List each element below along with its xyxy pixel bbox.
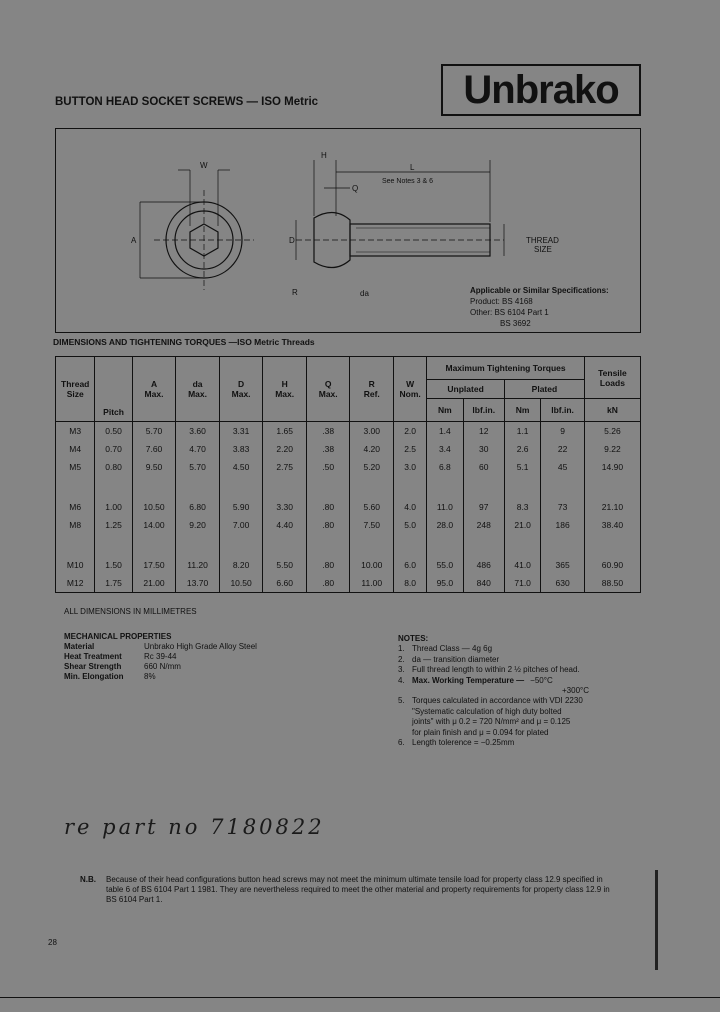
- header-r-label: R: [368, 379, 375, 389]
- table-cell: 73: [541, 498, 585, 516]
- header-w-sub: Nom.: [399, 389, 421, 399]
- label-q: Q: [352, 184, 359, 193]
- table-cell: 630: [541, 574, 585, 593]
- table-cell: 0.50: [95, 422, 132, 441]
- table-row: [56, 556, 641, 574]
- table-cell: 8.0: [394, 574, 427, 593]
- mech-elongation: [64, 672, 257, 682]
- notes-heading: NOTES:: [398, 634, 429, 643]
- note-6: [398, 738, 638, 748]
- spec-product-value: BS 4168: [502, 297, 533, 306]
- table-cell: 186: [541, 516, 585, 534]
- table-cell: 7.50: [350, 516, 394, 534]
- table-cell: 9.22: [584, 440, 640, 458]
- table-cell: 8.20: [219, 556, 263, 574]
- table-cell: 4.70: [176, 440, 220, 458]
- header-h-sub: Max.: [275, 389, 295, 399]
- note-4-high: +300°C: [562, 686, 589, 696]
- table-cell: 21.0: [504, 516, 540, 534]
- table-row: [56, 440, 641, 458]
- table-cell: M4: [56, 440, 95, 458]
- table-cell: 2.5: [394, 440, 427, 458]
- spec-product-label: Product:: [470, 297, 500, 306]
- table-row: [56, 574, 641, 593]
- table-cell: 97: [463, 498, 504, 516]
- table-cell: 11.00: [350, 574, 394, 593]
- table-cell: 71.0: [504, 574, 540, 593]
- header-q-sub: Max.: [318, 389, 338, 399]
- table-cell: 13.70: [176, 574, 220, 593]
- table-cell: 3.00: [350, 422, 394, 441]
- table-cell: 5.26: [584, 422, 640, 441]
- all-dimensions-note: ALL DIMENSIONS IN MILLIMETRES: [64, 607, 197, 616]
- table-cell: 2.20: [263, 440, 307, 458]
- note-number: 5.: [398, 696, 405, 706]
- header-r-sub: Ref.: [363, 389, 380, 399]
- table-cell: 2.0: [394, 422, 427, 441]
- table-cell: 22: [541, 440, 585, 458]
- header-d-sub: Max.: [231, 389, 251, 399]
- table-cell: M5: [56, 458, 95, 476]
- note-1: [398, 644, 638, 654]
- table-cell: .80: [306, 516, 350, 534]
- table-cell: 486: [463, 556, 504, 574]
- table-cell: 88.50: [584, 574, 640, 593]
- note-5: [398, 696, 638, 706]
- spec-other-value-1: BS 6104 Part 1: [494, 308, 549, 317]
- table-cell: 4.50: [219, 458, 263, 476]
- table-cell: 60.90: [584, 556, 640, 574]
- table-cell: 1.1: [504, 422, 540, 441]
- table-cell: 21.10: [584, 498, 640, 516]
- mech-material-value: Unbrako High Grade Alloy Steel: [144, 642, 257, 651]
- label-see-notes: See Notes 3 & 6: [382, 178, 433, 185]
- header-d: [219, 357, 263, 422]
- table-row: [56, 422, 641, 441]
- note-text: Full thread length to within 2 ½ pitches of head.: [412, 665, 580, 675]
- table-cell: 10.50: [219, 574, 263, 593]
- table-cell: 7.60: [132, 440, 176, 458]
- table-cell: 38.40: [584, 516, 640, 534]
- note-number: 1.: [398, 644, 405, 654]
- mech-heat-value: Rc 39-44: [144, 652, 177, 661]
- table-cell: .80: [306, 556, 350, 574]
- table-subheading: DIMENSIONS AND TIGHTENING TORQUES —ISO Metric Threads: [53, 337, 315, 347]
- label-w: W: [200, 161, 208, 170]
- header-da-label: da: [192, 379, 203, 389]
- header-unplated-lbf: lbf.in.: [463, 399, 504, 422]
- brand-logo: [441, 64, 641, 116]
- spec-heading: Applicable or Similar Specifications:: [470, 286, 609, 295]
- table-cell: 2.6: [504, 440, 540, 458]
- note-3: [398, 665, 638, 675]
- nb-footnote: [80, 875, 620, 905]
- table-cell: 1.50: [95, 556, 132, 574]
- table-cell: 9.50: [132, 458, 176, 476]
- table-cell: 5.60: [350, 498, 394, 516]
- page-title: BUTTON HEAD SOCKET SCREWS — ISO Metric: [55, 96, 319, 108]
- label-a: A: [131, 236, 137, 245]
- table-row-spacer: [56, 534, 641, 556]
- table-cell: 60: [463, 458, 504, 476]
- table-cell: M8: [56, 516, 95, 534]
- note-5-line-2: "Systematic calculation of high duty bolted: [412, 706, 562, 716]
- table-cell: 45: [541, 458, 585, 476]
- header-da: [176, 357, 220, 422]
- handwritten-part-number: re part no 7180822: [64, 815, 325, 839]
- table-cell: 12: [463, 422, 504, 441]
- note-number: 2.: [398, 654, 405, 664]
- header-h: [263, 357, 307, 422]
- table-cell: 1.65: [263, 422, 307, 441]
- table-cell: 3.60: [176, 422, 220, 441]
- header-a-sub: Max.: [144, 389, 164, 399]
- table-cell: 55.0: [427, 556, 463, 574]
- notes-block: [398, 634, 638, 748]
- margin-bar: [655, 870, 658, 970]
- header-r: [350, 357, 394, 422]
- note-text: Max. Working Temperature —: [412, 675, 525, 685]
- table-cell: M6: [56, 498, 95, 516]
- table-cell: 5.50: [263, 556, 307, 574]
- table-cell: M10: [56, 556, 95, 574]
- table-cell: .80: [306, 574, 350, 593]
- table-cell: 8.3: [504, 498, 540, 516]
- table-cell: 95.0: [427, 574, 463, 593]
- table-cell: 840: [463, 574, 504, 593]
- nb-label: N.B.: [80, 875, 96, 884]
- label-d: D: [289, 236, 295, 245]
- table-cell: 0.80: [95, 458, 132, 476]
- table-cell: 6.8: [427, 458, 463, 476]
- mech-shear: [64, 662, 257, 672]
- table-cell: 9: [541, 422, 585, 441]
- header-plated: Plated: [504, 380, 584, 399]
- label-l: L: [410, 163, 415, 172]
- header-plated-lbf: lbf.in.: [541, 399, 585, 422]
- table-cell: 11.0: [427, 498, 463, 516]
- header-unplated: Unplated: [427, 380, 505, 399]
- table-header-row-1: [56, 357, 641, 380]
- note-5-line-4: for plain finish and μ = 0.094 for plated: [412, 727, 549, 737]
- mech-heat: [64, 652, 257, 662]
- header-d-label: D: [238, 379, 245, 389]
- header-thread-size: Thread Size: [56, 357, 95, 422]
- mech-heading: MECHANICAL PROPERTIES: [64, 632, 172, 641]
- table-cell: 5.70: [176, 458, 220, 476]
- table-cell: 1.75: [95, 574, 132, 593]
- table-cell: 4.20: [350, 440, 394, 458]
- header-plated-nm: Nm: [504, 399, 540, 422]
- table-cell: 6.60: [263, 574, 307, 593]
- note-number: 6.: [398, 738, 405, 748]
- table-row: [56, 498, 641, 516]
- note-text: Length tolerence = −0.25mm: [412, 738, 515, 748]
- table-cell: 41.0: [504, 556, 540, 574]
- note-5-line-3: joints" with μ 0.2 = 720 N/mm² and μ = 0.125: [412, 717, 571, 727]
- header-pitch: Pitch: [95, 357, 132, 422]
- table-cell: 4.0: [394, 498, 427, 516]
- label-size: SIZE: [534, 245, 552, 254]
- table-cell: 2.75: [263, 458, 307, 476]
- spec-other-label: Other:: [470, 308, 493, 317]
- header-a-label: A: [150, 379, 158, 389]
- spec-other-2: BS 3692: [500, 319, 531, 328]
- table-cell: M3: [56, 422, 95, 441]
- table-cell: 28.0: [427, 516, 463, 534]
- table-cell: 3.0: [394, 458, 427, 476]
- table-cell: 3.83: [219, 440, 263, 458]
- table-row-spacer: [56, 476, 641, 498]
- header-w: [394, 357, 427, 422]
- table-cell: 14.90: [584, 458, 640, 476]
- table-cell: M12: [56, 574, 95, 593]
- table-cell: 5.90: [219, 498, 263, 516]
- label-r: R: [292, 288, 298, 297]
- bottom-rule: [0, 997, 720, 998]
- note-2: [398, 655, 638, 665]
- header-kn: kN: [584, 399, 640, 422]
- table-cell: 6.0: [394, 556, 427, 574]
- table-cell: 10.00: [350, 556, 394, 574]
- note-text: Thread Class — 4g 6g: [412, 644, 493, 654]
- table-cell: 3.31: [219, 422, 263, 441]
- table-cell: 21.00: [132, 574, 176, 593]
- header-q-label: Q: [324, 379, 332, 389]
- label-h: H: [321, 151, 327, 160]
- specifications-block: [470, 285, 609, 329]
- table-cell: .38: [306, 440, 350, 458]
- label-da: da: [360, 289, 369, 298]
- table-row: [56, 516, 641, 534]
- table-cell: .80: [306, 498, 350, 516]
- table-cell: 4.40: [263, 516, 307, 534]
- mechanical-properties: [64, 632, 257, 682]
- table-cell: .38: [306, 422, 350, 441]
- mech-shear-label: Shear Strength: [64, 662, 122, 671]
- header-h-label: H: [281, 379, 288, 389]
- header-q: [306, 357, 350, 422]
- table-cell: 7.00: [219, 516, 263, 534]
- header-a: [132, 357, 176, 422]
- table-cell: 17.50: [132, 556, 176, 574]
- table-cell: 3.30: [263, 498, 307, 516]
- table-cell: 30: [463, 440, 504, 458]
- mech-shear-value: 660 N/mm: [144, 662, 181, 671]
- table-cell: 1.4: [427, 422, 463, 441]
- note-text: Torques calculated in accordance with VDI 2230: [412, 696, 583, 706]
- table-cell: 5.20: [350, 458, 394, 476]
- nb-text: Because of their head configurations button head screws may not meet the minimum ultimate tensile load for property class 12.9 specified in table 6 of BS 6104 Part 1 1981. They are nevertheless required to meet the other material and property requirements for property class 12.9 in BS 6104 Part 1.: [106, 875, 610, 904]
- note-number: 4.: [398, 675, 405, 685]
- mech-material: [64, 642, 257, 652]
- dimensions-table: [55, 356, 641, 593]
- table-cell: 9.20: [176, 516, 220, 534]
- table-cell: 5.1: [504, 458, 540, 476]
- mech-elong-value: 8%: [144, 672, 156, 681]
- table-cell: .50: [306, 458, 350, 476]
- note-number: 3.: [398, 665, 405, 675]
- mech-material-label: Material: [64, 642, 95, 651]
- table-cell: 1.25: [95, 516, 132, 534]
- spec-product: [470, 296, 609, 307]
- header-da-sub: Max.: [188, 389, 207, 399]
- table-cell: 6.80: [176, 498, 220, 516]
- header-unplated-nm: Nm: [427, 399, 463, 422]
- logo-text: Unbrako: [463, 67, 619, 112]
- table-cell: 5.0: [394, 516, 427, 534]
- mech-elong-label: Min. Elongation: [64, 672, 124, 681]
- note-text: da — transition diameter: [412, 654, 500, 664]
- note-4: [398, 676, 638, 686]
- spec-other: [470, 307, 609, 318]
- label-thread: THREAD: [526, 236, 559, 245]
- table-cell: 10.50: [132, 498, 176, 516]
- table-cell: 3.4: [427, 440, 463, 458]
- table-row: [56, 458, 641, 476]
- mech-heat-label: Heat Treatment: [64, 652, 122, 661]
- table-cell: 1.00: [95, 498, 132, 516]
- table-cell: 5.70: [132, 422, 176, 441]
- note-temp-low: −50°C: [530, 675, 553, 685]
- header-tensile-loads: Tensile Loads: [584, 357, 640, 399]
- table-cell: 11.20: [176, 556, 220, 574]
- table-cell: 248: [463, 516, 504, 534]
- header-max-torques: Maximum Tightening Torques: [427, 357, 585, 380]
- header-w-label: W: [406, 379, 415, 389]
- table-cell: 14.00: [132, 516, 176, 534]
- page-number: 28: [48, 938, 57, 947]
- table-cell: 0.70: [95, 440, 132, 458]
- table-cell: 365: [541, 556, 585, 574]
